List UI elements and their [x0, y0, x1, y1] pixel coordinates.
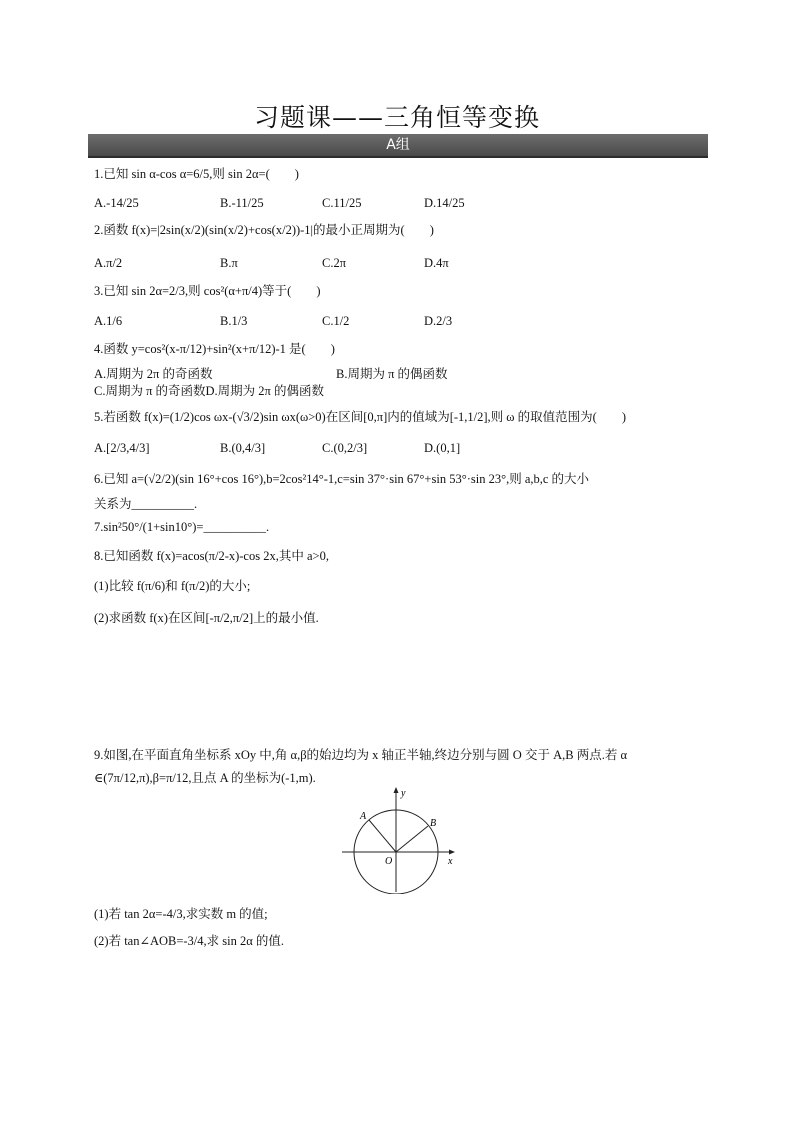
- option-c: C.2π: [322, 256, 347, 270]
- question-6: 6.已知 a=(√2/2)(sin 16°+cos 16°),b=2cos²14°-1,c=sin 37°·sin 67°+sin 53°·sin 23°,则 a,b,c 的大小: [94, 472, 590, 486]
- question-8-part-1: (1)比较 f(π/6)和 f(π/2)的大小;: [94, 579, 251, 593]
- question-8: 8.已知函数 f(x)=acos(π/2-x)-cos 2x,其中 a>0,: [94, 549, 329, 563]
- option-b: B.1/3: [220, 314, 248, 328]
- x-axis-arrow: [449, 850, 455, 855]
- question-8-part-2: (2)求函数 f(x)在区间[-π/2,π/2]上的最小值.: [94, 611, 319, 625]
- option-b: B.(0,4/3]: [220, 441, 266, 455]
- question-5: 5.若函数 f(x)=(1/2)cos ωx-(√3/2)sin ωx(ω>0)在区间[0,π]内的值域为[-1,1/2],则 ω 的取值范围为( ): [94, 410, 626, 424]
- question-9-part-2: (2)若 tan∠AOB=-3/4,求 sin 2α 的值.: [94, 934, 285, 948]
- option-c: C.11/25: [322, 196, 362, 210]
- page-title: 习题课——三角恒等变换: [253, 103, 540, 132]
- ray-oa: [369, 820, 396, 852]
- unit-circle-figure: [340, 786, 460, 899]
- y-axis-arrow: [394, 787, 399, 793]
- option-c: C.1/2: [322, 314, 350, 328]
- option-a: A.[2/3,4/3]: [94, 441, 150, 455]
- label-a: A: [360, 811, 367, 822]
- label-y: y: [401, 788, 406, 799]
- question-1: 1.已知 sin α-cos α=6/5,则 sin 2α=( ): [94, 167, 299, 181]
- option-d: D.(0,1]: [424, 441, 461, 455]
- question-6-line-2: 关系为__________.: [94, 497, 198, 511]
- option-c: C.(0,2/3]: [322, 441, 368, 455]
- label-o: O: [385, 856, 393, 867]
- label-b: B: [430, 818, 437, 829]
- label-x: x: [448, 856, 453, 867]
- question-9: 9.如图,在平面直角坐标系 xOy 中,角 α,β的始边均为 x 轴正半轴,终边分别与圆 O 交于 A,B 两点.若 α: [94, 748, 628, 762]
- option-a: A.1/6: [94, 314, 123, 328]
- option-d: D.4π: [424, 256, 449, 270]
- option-a: A.周期为 2π 的奇函数: [94, 367, 213, 381]
- question-3: 3.已知 sin 2α=2/3,则 cos²(α+π/4)等于( ): [94, 284, 321, 298]
- ray-ob: [396, 826, 428, 852]
- option-d: D.14/25: [424, 196, 465, 210]
- question-2: 2.函数 f(x)=|2sin(x/2)(sin(x/2)+cos(x/2))-1|的最小正周期为( ): [94, 223, 434, 237]
- option-b: B.周期为 π 的偶函数: [336, 367, 448, 381]
- option-b: B.-11/25: [220, 196, 264, 210]
- question-9-part-1: (1)若 tan 2α=-4/3,求实数 m 的值;: [94, 907, 268, 921]
- question-7: 7.sin²50°/(1+sin10°)=__________.: [94, 520, 270, 534]
- option-d: D.2/3: [424, 314, 453, 328]
- section-header: A组: [88, 134, 708, 158]
- question-9-line-2: ∈(7π/12,π),β=π/12,且点 A 的坐标为(-1,m).: [94, 771, 316, 785]
- option-a: A.-14/25: [94, 196, 139, 210]
- question-4-options-cd: C.周期为 π 的奇函数D.周期为 2π 的偶函数: [94, 384, 324, 398]
- option-a: A.π/2: [94, 256, 123, 270]
- question-4: 4.函数 y=cos²(x-π/12)+sin²(x+π/12)-1 是( ): [94, 342, 335, 356]
- option-b: B.π: [220, 256, 238, 270]
